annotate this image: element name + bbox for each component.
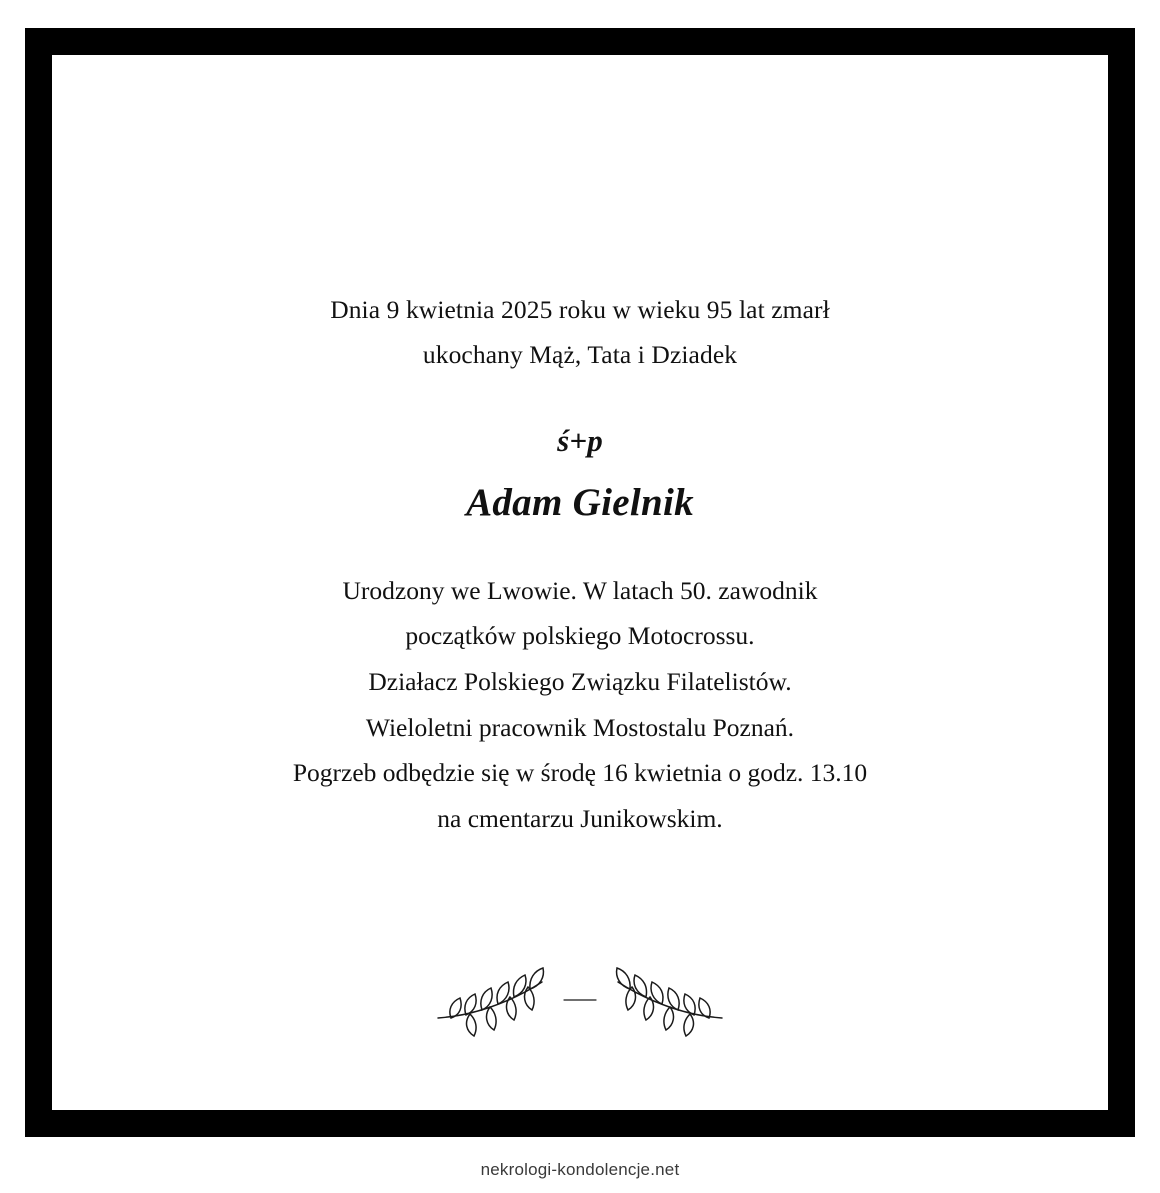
intro-line-2: ukochany Mąż, Tata i Dziadek <box>422 340 738 370</box>
sp-marker: ś+p <box>557 422 603 458</box>
bio-line-2: początków polskiego Motocrossu. <box>405 621 755 651</box>
intro-text <box>330 287 830 378</box>
bio-line-5: Pogrzeb odbędzie się w środę 16 kwietnia o godz. 13.10 <box>292 758 868 788</box>
biography-text <box>293 568 867 842</box>
intro-line-1: Dnia 9 kwietnia 2025 roku w wieku 95 lat zmarł <box>330 295 830 324</box>
deceased-name: Adam Gielnik <box>466 480 694 524</box>
bio-line-3: Działacz Polskiego Związku Filatelistów. <box>368 667 792 697</box>
footer-site-name: nekrologi-kondolencje.net <box>480 1160 680 1179</box>
obituary-content <box>52 55 1108 1110</box>
bio-line-6: na cmentarzu Junikowskim. <box>437 803 723 833</box>
laurel-branches-icon <box>430 960 730 1040</box>
obituary-card-frame <box>25 28 1135 1137</box>
bio-line-1: Urodzony we Lwowie. W latach 50. zawodnik <box>342 575 818 605</box>
bio-line-4: Wieloletni pracownik Mostostalu Poznań. <box>365 712 795 742</box>
obituary-card-inner <box>52 55 1108 1110</box>
